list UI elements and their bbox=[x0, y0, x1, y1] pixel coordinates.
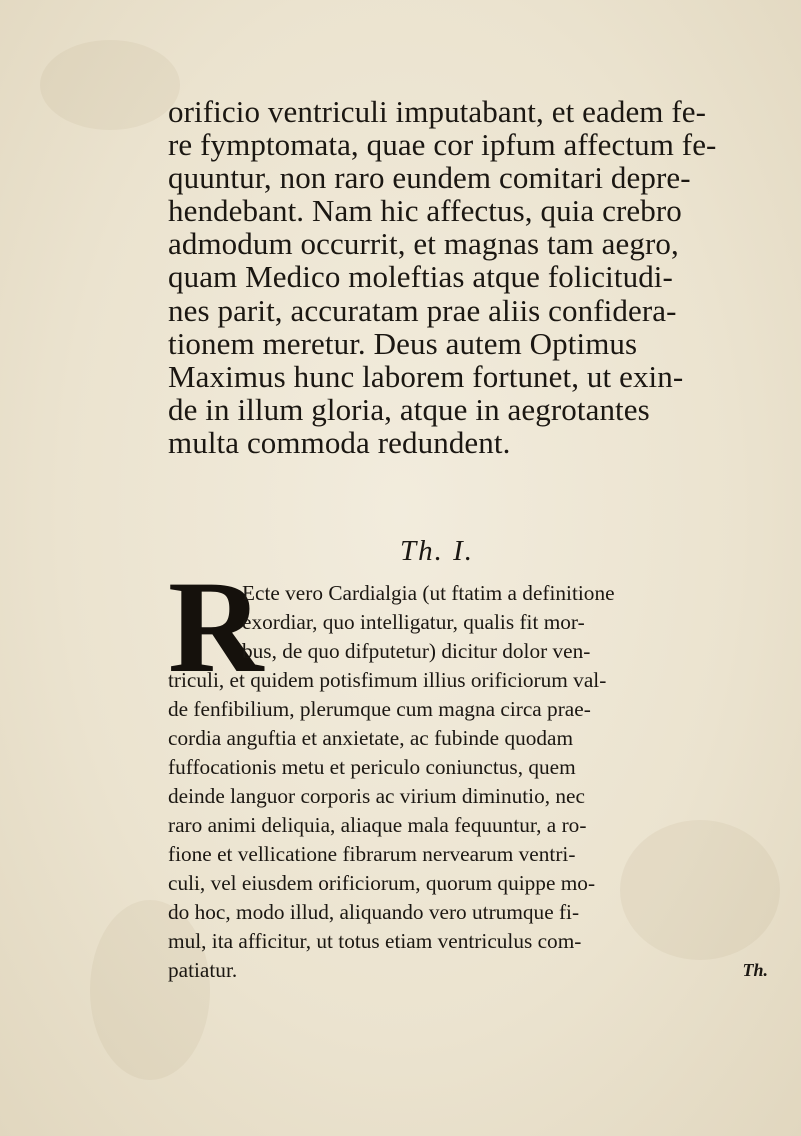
text-line: triculi, et quidem potisfimum illius orificiorum val- bbox=[168, 668, 607, 692]
text-line: patiatur. bbox=[168, 958, 238, 982]
text-line: fuffocationis metu et periculo coniunctus, quem bbox=[168, 755, 576, 779]
text-line: bus, de quo difputetur) dicitur dolor ven- bbox=[242, 639, 591, 663]
last-text-line bbox=[168, 956, 768, 985]
text-line: deinde languor corporis ac virium diminutio, nec bbox=[168, 784, 585, 808]
paper-stain bbox=[40, 40, 180, 130]
text-line: hendebant. Nam hic affectus, quia crebro bbox=[168, 193, 682, 229]
text-line: orificio ventriculi imputabant, et eadem fe- bbox=[168, 94, 707, 129]
text-line: quuntur, non raro eundem comitari depre- bbox=[168, 160, 691, 196]
text-line: mul, ita afficitur, ut totus etiam ventriculus com- bbox=[168, 929, 582, 953]
text-line: cordia anguftia et anxietate, ac fubinde quodam bbox=[168, 726, 574, 750]
paragraph-1 bbox=[168, 95, 768, 459]
text-line: nes parit, accuratam prae aliis confidera- bbox=[168, 292, 677, 328]
text-line: tionem meretur. Deus autem Optimus bbox=[168, 325, 638, 361]
section-heading: Th. I. bbox=[400, 535, 475, 567]
text-line: re fymptomata, quae cor ipfum affectum fe- bbox=[168, 127, 717, 163]
text-line: admodum occurrit, et magnas tam aegro, bbox=[168, 226, 679, 262]
text-line: quam Medico moleftias atque folicitudi- bbox=[168, 259, 673, 295]
catchword: Th. bbox=[742, 960, 768, 980]
text-line: do hoc, modo illud, aliquando vero utrumque fi- bbox=[168, 900, 580, 924]
text-line: culi, vel eiusdem orificiorum, quorum quippe mo- bbox=[168, 871, 596, 895]
drop-cap: R bbox=[168, 553, 264, 700]
paragraph-2 bbox=[168, 579, 768, 985]
text-line: exordiar, quo intelligatur, qualis fit mor- bbox=[242, 610, 585, 634]
text-line: de in illum gloria, atque in aegrotantes bbox=[168, 391, 650, 427]
text-line: de fenfibilium, plerumque cum magna circa prae- bbox=[168, 697, 591, 721]
text-line: Maximus hunc laborem fortunet, ut exin- bbox=[168, 358, 684, 394]
text-line: raro animi deliquia, aliaque mala fequuntur, a ro- bbox=[168, 813, 587, 837]
text-line: Ecte vero Cardialgia (ut ftatim a definitione bbox=[242, 581, 615, 605]
text-line: fione et vellicatione fibrarum nervearum ventri- bbox=[168, 842, 576, 866]
text-line: multa commoda redundent. bbox=[168, 424, 511, 460]
